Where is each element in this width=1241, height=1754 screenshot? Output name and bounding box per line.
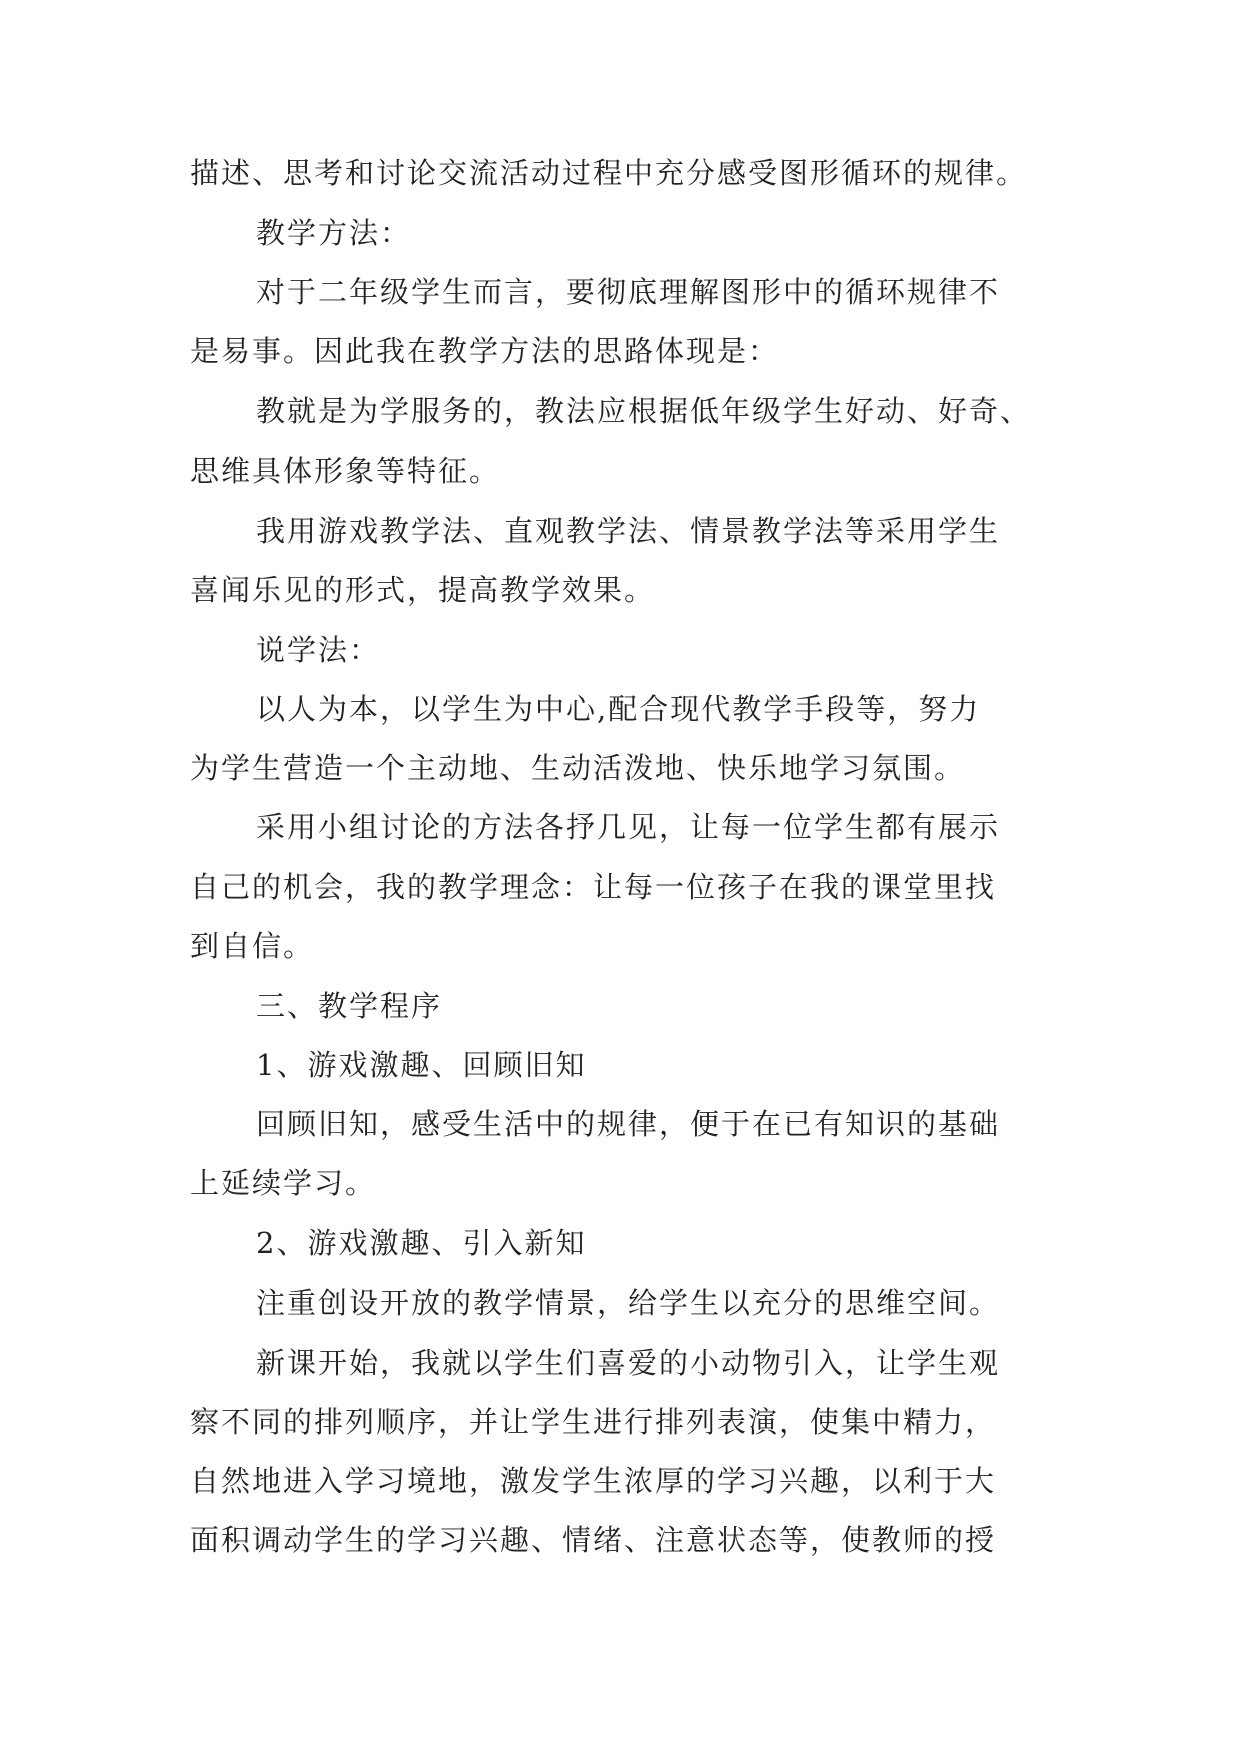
text-line: 自然地进入学习境地，激发学生浓厚的学习兴趣，以利于大: [190, 1464, 997, 1498]
text-line: 描述、思考和讨论交流活动过程中充分感受图形循环的规律。: [190, 156, 1028, 190]
text-line: 对于二年级学生而言，要彻底理解图形中的循环规律不: [256, 275, 1001, 309]
text-line: 察不同的排列顺序，并让学生进行排列表演，使集中精力，: [190, 1405, 997, 1439]
text-line: 面积调动学生的学习兴趣、情绪、注意状态等，使教师的授: [190, 1523, 997, 1557]
text-line: 自己的机会，我的教学理念：让每一位孩子在我的课堂里找: [190, 870, 997, 904]
text-line: 喜闻乐见的形式，提高教学效果。: [190, 573, 656, 607]
text-line: 注重创设开放的教学情景，给学生以充分的思维空间。: [256, 1286, 1001, 1320]
text-line: 教就是为学服务的，教法应根据低年级学生好动、好奇、: [256, 394, 1032, 428]
text-line: 新课开始，我就以学生们喜爱的小动物引入，让学生观: [256, 1346, 1001, 1380]
text-line: 为学生营造一个主动地、生动活泼地、快乐地学习氛围。: [190, 751, 966, 785]
text-line: 上延续学习。: [190, 1166, 377, 1200]
text-line: 说学法：: [256, 633, 381, 667]
subsection-heading: 1、游戏激趣、回顾旧知: [256, 1048, 587, 1082]
subsection-heading: 2、游戏激趣、引入新知: [256, 1226, 587, 1260]
text-line: 以人为本，以学生为中心,配合现代教学手段等，努力: [256, 692, 981, 726]
text-line: 教学方法：: [256, 216, 412, 250]
text-line: 采用小组讨论的方法各抒几见，让每一位学生都有展示: [256, 810, 1001, 844]
text-line: 我用游戏教学法、直观教学法、情景教学法等采用学生: [256, 514, 1001, 548]
text-line: 回顾旧知，感受生活中的规律，便于在已有知识的基础: [256, 1107, 1001, 1141]
text-line: 到自信。: [190, 929, 315, 963]
text-line: 思维具体形象等特征。: [190, 454, 501, 488]
text-line: 是易事。因此我在教学方法的思路体现是：: [190, 334, 780, 368]
section-heading: 三、教学程序: [256, 989, 443, 1023]
